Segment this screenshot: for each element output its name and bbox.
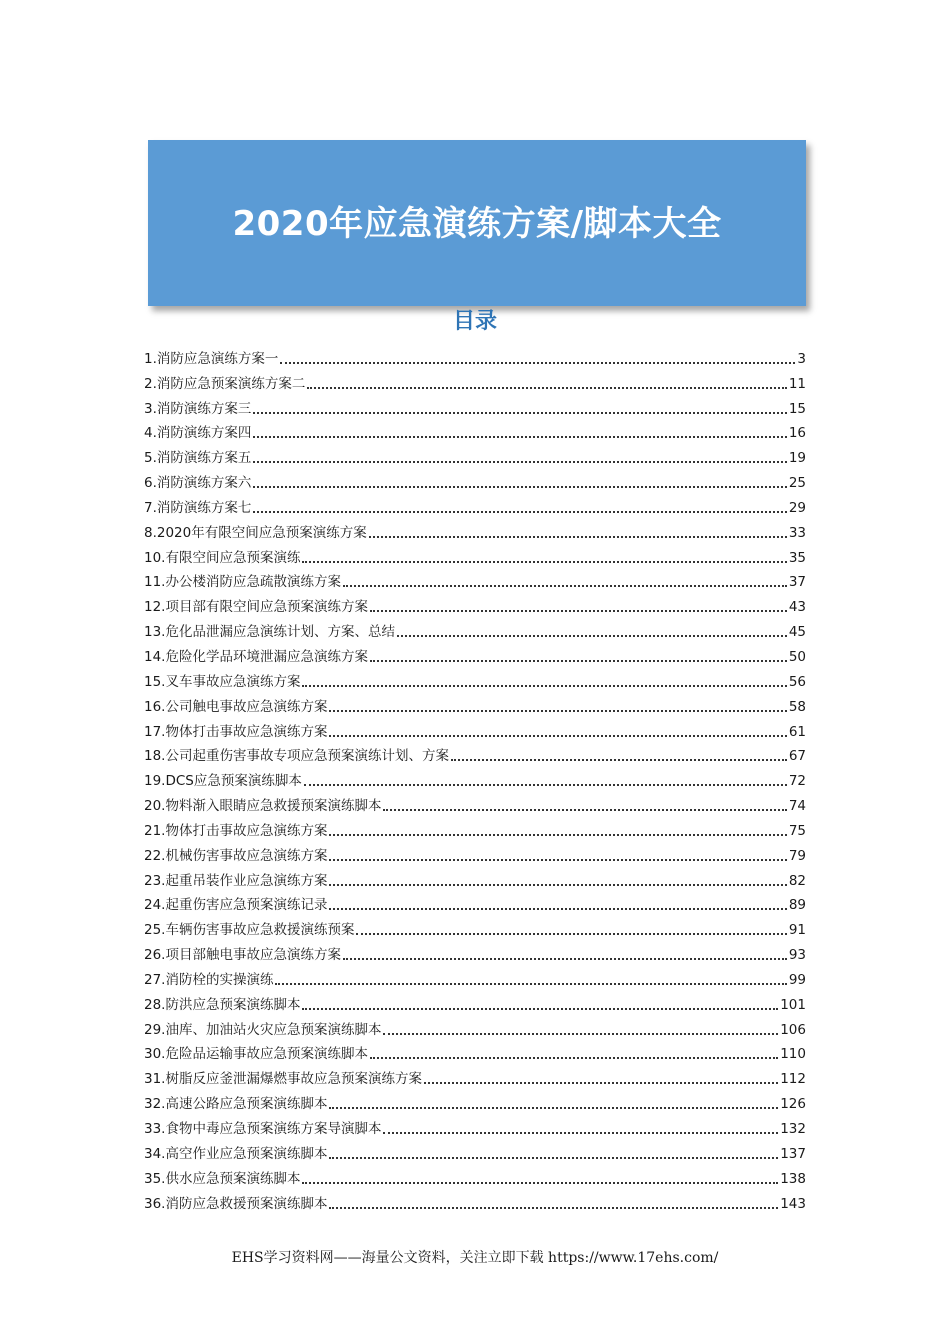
page-footer: EHS学习资料网——海量公文资料，关注立即下载 https://www.17ehs.com/ (231, 1250, 719, 1266)
toc-entry[interactable] (144, 817, 806, 842)
toc-entry[interactable] (144, 519, 806, 544)
toc-entry[interactable] (144, 767, 806, 792)
toc-entry[interactable] (144, 643, 806, 668)
toc-entry-title: 31.树脂反应釜泄漏爆燃事故应急预案演练方案 (144, 1071, 422, 1088)
toc-entry[interactable] (144, 345, 806, 370)
toc-entry[interactable] (144, 941, 806, 966)
toc-entry-title: 15.叉车事故应急演练方案 (144, 673, 301, 690)
toc-dot-leader (253, 461, 786, 463)
toc-entry-page-number: 58 (788, 698, 806, 715)
toc-entry-title: 23.起重吊装作业应急演练方案 (144, 872, 328, 889)
toc-entry-page-number: 89 (788, 897, 806, 914)
toc-entry-page-number: 19 (788, 450, 806, 467)
toc-entry-page-number: 67 (788, 748, 806, 765)
toc-dot-leader (370, 660, 787, 662)
toc-dot-leader (329, 908, 786, 910)
toc-dot-leader (304, 784, 787, 786)
toc-entry-title: 36.消防应急救援预案演练脚本 (144, 1195, 328, 1212)
toc-entry[interactable] (144, 718, 806, 743)
toc-entry-page-number: 50 (788, 648, 806, 665)
toc-entry-page-number: 75 (788, 822, 806, 839)
toc-entry-page-number: 25 (788, 475, 806, 492)
toc-dot-leader (253, 511, 786, 513)
toc-entry-title: 11.办公楼消防应急疏散演练方案 (144, 574, 341, 591)
toc-entry-title: 13.危化品泄漏应急演练计划、方案、总结 (144, 624, 395, 641)
toc-entry-title: 21.物体打击事故应急演练方案 (144, 822, 328, 839)
title-banner (148, 140, 806, 306)
toc-entry-page-number: 37 (788, 574, 806, 591)
toc-entry[interactable] (144, 743, 806, 768)
toc-entry-page-number: 112 (780, 1071, 806, 1088)
toc-entry-page-number: 143 (780, 1195, 806, 1212)
toc-dot-leader (329, 1107, 778, 1109)
toc-entry-title: 32.高速公路应急预案演练脚本 (144, 1096, 328, 1113)
toc-entry[interactable] (144, 618, 806, 643)
table-of-contents (144, 345, 806, 1215)
toc-entry[interactable] (144, 1165, 806, 1190)
toc-entry[interactable] (144, 444, 806, 469)
toc-entry[interactable] (144, 991, 806, 1016)
toc-dot-leader (383, 1132, 778, 1134)
toc-entry-title: 34.高空作业应急预案演练脚本 (144, 1145, 328, 1162)
toc-entry-page-number: 106 (780, 1021, 806, 1038)
toc-dot-leader (302, 685, 786, 687)
toc-entry-title: 18.公司起重伤害事故专项应急预案演练计划、方案 (144, 748, 449, 765)
toc-dot-leader (275, 983, 786, 985)
toc-dot-leader (343, 585, 787, 587)
toc-entry-title: 27.消防栓的实操演练 (144, 971, 274, 988)
toc-entry-title: 24.起重伤害应急预案演练记录 (144, 897, 328, 914)
toc-entry-title: 1.消防应急演练方案一 (144, 350, 279, 367)
toc-entry-title: 2.消防应急预案演练方案二 (144, 375, 306, 392)
toc-entry[interactable] (144, 966, 806, 991)
toc-dot-leader (329, 1207, 778, 1209)
toc-entry-page-number: 56 (788, 673, 806, 690)
toc-entry-page-number: 126 (780, 1096, 806, 1113)
toc-entry-page-number: 110 (780, 1046, 806, 1063)
toc-dot-leader (329, 834, 786, 836)
toc-entry[interactable] (144, 842, 806, 867)
toc-dot-leader (302, 561, 786, 563)
toc-entry-title: 8.2020年有限空间应急预案演练方案 (144, 524, 367, 541)
toc-entry[interactable] (144, 1065, 806, 1090)
toc-dot-leader (383, 1033, 778, 1035)
toc-entry-title: 33.食物中毒应急预案演练方案导演脚本 (144, 1121, 382, 1137)
toc-entry[interactable] (144, 494, 806, 519)
toc-entry-page-number: 3 (797, 350, 806, 367)
toc-dot-leader (302, 1182, 778, 1184)
toc-entry-page-number: 35 (788, 549, 806, 566)
toc-entry[interactable] (144, 569, 806, 594)
toc-entry-title: 26.项目部触电事故应急演练方案 (144, 947, 341, 964)
toc-entry-page-number: 91 (788, 922, 806, 939)
toc-entry-page-number: 29 (788, 499, 806, 516)
toc-entry-title: 7.消防演练方案七 (144, 499, 252, 516)
toc-entry-page-number: 138 (780, 1170, 806, 1187)
toc-entry[interactable] (144, 1090, 806, 1115)
toc-entry-page-number: 74 (788, 798, 806, 815)
toc-entry-page-number: 99 (788, 971, 806, 988)
toc-entry[interactable] (144, 1140, 806, 1165)
toc-entry-title: 12.项目部有限空间应急预案演练方案 (144, 599, 368, 616)
toc-entry-page-number: 137 (780, 1145, 806, 1162)
toc-entry[interactable] (144, 892, 806, 917)
toc-entry-title: 25.车辆伤害事故应急救援演练预案 (144, 922, 355, 939)
toc-entry[interactable] (144, 370, 806, 395)
toc-entry[interactable] (144, 668, 806, 693)
toc-entry-page-number: 132 (780, 1121, 806, 1137)
toc-entry-page-number: 43 (788, 599, 806, 616)
toc-entry-page-number: 72 (788, 773, 806, 790)
toc-entry[interactable] (144, 469, 806, 494)
toc-entry[interactable] (144, 1041, 806, 1066)
toc-dot-leader (370, 610, 787, 612)
toc-dot-leader (302, 1008, 778, 1010)
toc-dot-leader (280, 362, 795, 364)
toc-entry[interactable] (144, 916, 806, 941)
toc-entry-page-number: 82 (788, 872, 806, 889)
toc-dot-leader (253, 486, 786, 488)
toc-dot-leader (451, 759, 787, 761)
toc-heading: 目录 (452, 309, 497, 334)
toc-entry-page-number: 11 (788, 375, 806, 392)
toc-entry-title: 29.油库、加油站火灾应急预案演练脚本 (144, 1021, 382, 1038)
toc-entry-title: 16.公司触电事故应急演练方案 (144, 698, 328, 715)
toc-entry-page-number: 45 (788, 624, 806, 641)
toc-dot-leader (370, 1057, 778, 1059)
toc-dot-leader (369, 536, 787, 538)
toc-dot-leader (307, 387, 786, 389)
toc-dot-leader (383, 809, 786, 811)
toc-entry-title: 17.物体打击事故应急演练方案 (144, 723, 328, 740)
toc-entry-title: 14.危险化学品环境泄漏应急演练方案 (144, 648, 368, 665)
toc-entry[interactable] (144, 792, 806, 817)
toc-entry-title: 6.消防演练方案六 (144, 475, 252, 492)
toc-dot-leader (329, 710, 786, 712)
toc-entry-title: 10.有限空间应急预案演练 (144, 549, 301, 566)
toc-entry[interactable] (144, 395, 806, 420)
toc-entry[interactable] (144, 593, 806, 618)
toc-dot-leader (424, 1082, 778, 1084)
toc-dot-leader (253, 436, 786, 438)
toc-entry-title: 20.物料渐入眼睛应急救援预案演练脚本 (144, 798, 382, 815)
toc-dot-leader (329, 884, 786, 886)
toc-entry-title: 22.机械伤害事故应急演练方案 (144, 847, 328, 864)
toc-entry[interactable] (144, 1115, 806, 1140)
toc-dot-leader (397, 635, 787, 637)
toc-dot-leader (329, 859, 786, 861)
toc-dot-leader (356, 933, 786, 935)
toc-entry-page-number: 16 (788, 425, 806, 442)
toc-entry-title: 5.消防演练方案五 (144, 450, 252, 467)
toc-entry[interactable] (144, 1016, 806, 1041)
toc-entry-title: 4.消防演练方案四 (144, 425, 252, 442)
toc-dot-leader (329, 735, 786, 737)
document-title: 2020年应急演练方案/脚本大全 (232, 204, 722, 244)
toc-entry[interactable] (144, 693, 806, 718)
toc-entry-title: 3.消防演练方案三 (144, 400, 252, 417)
toc-entry-page-number: 15 (788, 400, 806, 417)
toc-entry-title: 30.危险品运输事故应急预案演练脚本 (144, 1046, 368, 1063)
toc-entry[interactable] (144, 420, 806, 445)
toc-entry-page-number: 101 (780, 996, 806, 1013)
toc-entry[interactable] (144, 867, 806, 892)
toc-entry-title: 19.DCS应急预案演练脚本 (144, 773, 302, 790)
toc-entry[interactable] (144, 1190, 806, 1215)
toc-entry-page-number: 79 (788, 847, 806, 864)
toc-dot-leader (329, 1157, 778, 1159)
toc-entry-page-number: 61 (788, 723, 806, 740)
toc-entry-title: 35.供水应急预案演练脚本 (144, 1170, 301, 1187)
toc-dot-leader (343, 958, 787, 960)
toc-dot-leader (253, 412, 786, 414)
toc-entry-page-number: 33 (788, 524, 806, 541)
toc-entry-title: 28.防洪应急预案演练脚本 (144, 996, 301, 1013)
toc-entry[interactable] (144, 544, 806, 569)
toc-entry-page-number: 93 (788, 947, 806, 964)
